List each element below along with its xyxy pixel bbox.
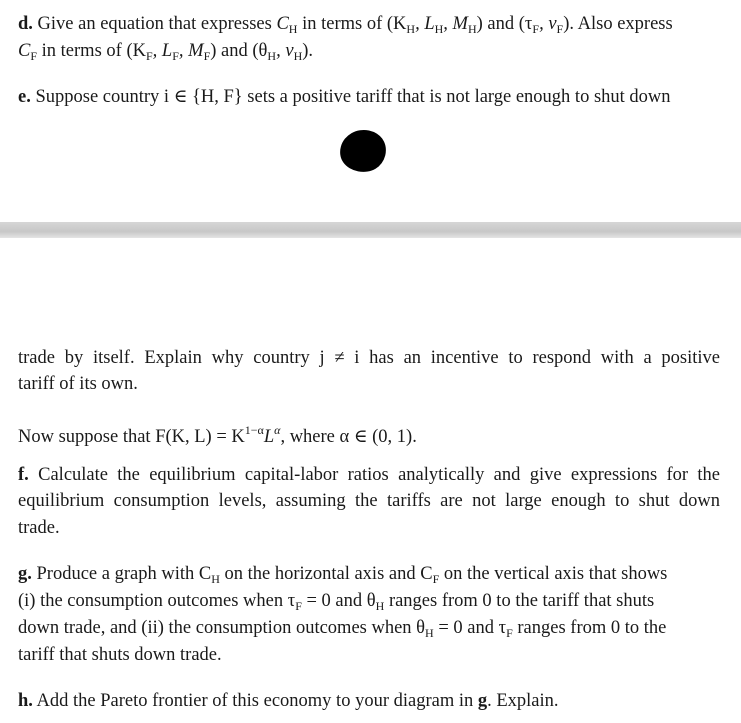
math-tuple-tau-v-F: ($\tau_F$, $v_F$) bbox=[518, 14, 570, 36]
part-f-line-3: trade. bbox=[18, 518, 60, 538]
math-tuple-KLM-F: ($K_F$, $L_F$, $M_F$) bbox=[126, 41, 217, 63]
part-g-label: g. bbox=[18, 564, 32, 584]
part-d-line-2: $C_F$ in terms of ($K_F$, $L_F$, $M_F$) and ($\theta_H$, $v_H$). bbox=[18, 41, 314, 63]
part-e-line-1 bbox=[18, 84, 671, 110]
part-e-line-2: trade by itself. Explain why country j ≠ i has an incentive to respond with a positive bbox=[18, 348, 720, 368]
part-d-label: d. bbox=[18, 14, 33, 34]
part-e-label: e. bbox=[18, 87, 31, 107]
part-e-text-1: Suppose country i ∈ {H, F} sets a positive tariff that is not large enough to shut down bbox=[35, 87, 671, 107]
cobb-douglas-assumption bbox=[18, 417, 417, 450]
part-f-line-1 bbox=[18, 462, 720, 488]
part-g-line-4: tariff that shuts down trade. bbox=[18, 645, 222, 665]
part-d-text-1d: . Also express bbox=[569, 14, 673, 34]
exponent-2: α bbox=[274, 423, 281, 437]
page-divider bbox=[0, 222, 741, 238]
exponent-1: 1−α bbox=[244, 423, 264, 437]
part-g-line-1: g. Produce a graph with $C_H$ on the horizontal axis and $C_F$ on the vertical axis that shows bbox=[18, 564, 668, 586]
math-tuple-KLM-H: ($K_H$, $L_H$, $M_H$) bbox=[386, 14, 483, 36]
part-d-text-1a: Give an equation that expresses bbox=[37, 14, 272, 34]
part-d-text-2b: and bbox=[221, 41, 248, 61]
part-d-text-1c: and bbox=[487, 14, 515, 34]
part-g-line-3: down trade, and (ii) the consumption outcomes when $\theta_H = 0$ and $\tau_F$ ranges from 0 to the bbox=[18, 618, 667, 640]
math-C-H: $C_H$ bbox=[276, 14, 298, 36]
part-h-label: h. bbox=[18, 691, 33, 711]
math-tuple-theta-v-H: ($\theta_H$, $v_H$) bbox=[252, 41, 309, 63]
assumption-L: L bbox=[263, 427, 275, 447]
math-C-F: $C_F$ bbox=[18, 41, 38, 63]
part-e-line-3: tariff of its own. bbox=[18, 374, 138, 394]
part-h-line-1: h. Add the Pareto frontier of this economy to your diagram in g. Explain. bbox=[18, 691, 559, 711]
part-f-label: f. bbox=[18, 465, 29, 485]
part-g-reference: g bbox=[477, 691, 488, 711]
part-g-line-2: (i) the consumption outcomes when $\tau_F = 0$ and $\theta_H$ ranges from 0 to the tariff that shuts bbox=[18, 591, 655, 613]
part-d-text-2a: in terms of bbox=[41, 41, 122, 61]
assumption-text-c: , where α ∈ (0, 1). bbox=[280, 427, 417, 447]
redaction-blob bbox=[337, 127, 388, 175]
assumption-text-a: Now suppose that F(K, L) = K bbox=[18, 427, 245, 447]
part-f-line-2: equilibrium consumption levels, assuming the tariffs are not large enough to shut down bbox=[18, 491, 720, 511]
part-f-text-1: Calculate the equilibrium capital-labor ratios analytically and give expressions for the bbox=[38, 465, 721, 485]
part-d-text-1b: in terms of bbox=[302, 14, 383, 34]
